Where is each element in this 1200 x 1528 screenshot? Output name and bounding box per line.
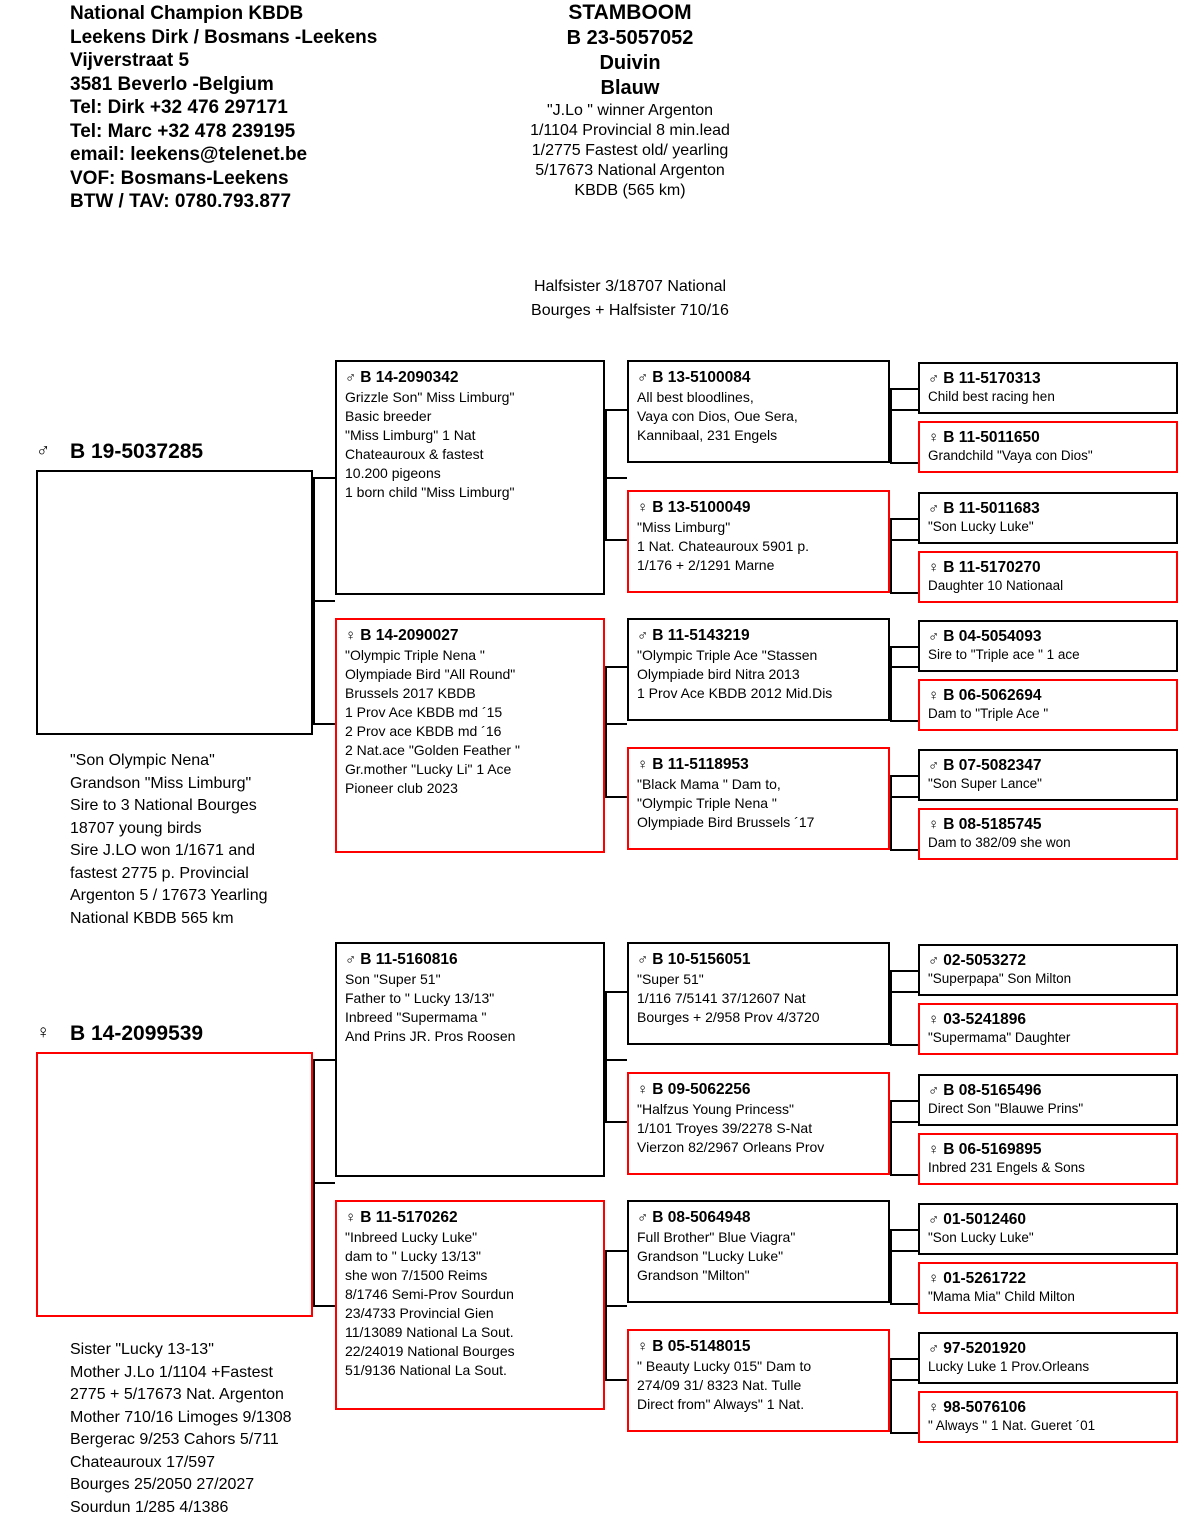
gen4-13-ring: 01-5261722 [943,1270,1026,1287]
gen3-6-idline [637,1209,880,1227]
gen2-1-line-0: "Olympic Triple Nena " [345,647,485,663]
gen2-2-idline [345,951,595,969]
connector [313,723,335,725]
gen2-3-line-7: 51/9136 National La Sout. [345,1362,507,1378]
dam-note-2: 2775 + 5/17673 Nat. Argenton [70,1386,284,1403]
gen4-7-line-0: Dam to 382/09 she won [928,835,1071,850]
connector [605,666,627,668]
gen4-5-idline [928,687,1168,705]
gen3-1-line-2: 1/176 + 2/1291 Marne [637,557,775,573]
connector [605,991,627,993]
connector [890,539,918,541]
female-symbol-icon: ♀ [345,1209,357,1226]
gen4-1-line-0: Grandchild "Vaya con Dios" [928,448,1093,463]
gen2-3-line-4: 23/4733 Provincial Gien [345,1305,494,1321]
male-symbol-icon: ♂ [637,951,649,968]
female-symbol-icon: ♀ [928,816,940,833]
male-symbol-icon: ♂ [928,628,940,645]
male-symbol-icon: ♂ [928,500,940,517]
dam-note-6: Bourges 25/2050 27/2027 [70,1476,255,1493]
gen4-2-line-0: "Son Lucky Luke" [928,519,1034,534]
gen4-4-line-0: Sire to "Triple ace " 1 ace [928,647,1080,662]
loft-line-2: Vijverstraat 5 [70,50,190,71]
gen4-6-ring: B 07-5082347 [943,757,1042,774]
gen3-3-line-2: Olympiade Bird Brussels ´17 [637,814,815,830]
gen2-0-line-0: Grizzle Son" Miss Limburg" [345,389,515,405]
gen4-3-ring: B 11-5170270 [943,559,1041,576]
male-symbol-icon: ♂ [345,951,357,968]
sire-note-4: Sire J.LO won 1/1671 and [70,842,256,859]
gen3-0-line-1: Vaya con Dios, Oue Sera, [637,408,798,424]
connector [890,849,918,851]
connector [313,477,335,479]
connector [890,1229,918,1231]
loft-line-7: VOF: Bosmans-Leekens [70,167,289,189]
female-symbol-icon: ♀ [637,1081,649,1098]
female-symbol-icon: ♀ [928,429,940,446]
gen4-6-line-0: "Son Super Lance" [928,776,1042,791]
gen4-14-idline [928,1340,1168,1358]
gen4-3-idline [928,559,1168,577]
gen4-2-ring: B 11-5011683 [943,500,1040,517]
connector [313,1305,335,1307]
gen3-2-line-1: Olympiade bird Nitra 2013 [637,666,800,682]
gen2-2-line-0: Son "Super 51" [345,971,441,987]
halfsister-line-1: Bourges + Halfsister 710/16 [531,302,729,319]
connector [890,991,918,993]
gen2-0-idline [345,369,595,387]
dam-note-4: Bergerac 9/253 Cahors 5/711 [70,1431,279,1448]
connector [605,477,627,479]
female-symbol-icon: ♀ [928,687,940,704]
connector [605,796,627,798]
dam-note-7: Sourdun 1/285 4/1386 [70,1498,229,1516]
connector [890,970,892,1046]
female-symbol-icon: ♀ [637,1338,649,1355]
connector [890,592,918,594]
gen4-9-line-0: "Supermama" Daughter [928,1030,1071,1045]
connector [890,1303,918,1305]
gen4-box-5 [918,679,1178,731]
connector [890,1100,918,1102]
connector [605,1305,627,1307]
gen4-box-0 [918,362,1178,414]
gen3-box-1 [627,490,890,593]
connector [890,1379,918,1381]
gen2-0-line-4: 10.200 pigeons [345,465,441,481]
gen4-12-ring: 01-5012460 [943,1211,1026,1228]
connector [890,388,892,464]
gen3-6-ring: B 08-5064948 [652,1209,751,1226]
subject-note-3: 5/17673 National Argenton [535,162,725,179]
sire-sex-symbol: ♂ [36,440,51,461]
connector [890,518,918,520]
connector [890,388,918,390]
gen4-1-ring: B 11-5011650 [943,429,1040,446]
gen3-0-line-0: All best bloodlines, [637,389,754,405]
gen4-15-ring: 98-5076106 [943,1399,1026,1416]
gen3-6-line-1: Grandson "Lucky Luke" [637,1248,784,1264]
female-symbol-icon: ♀ [928,1399,940,1416]
gen4-box-10 [918,1074,1178,1126]
female-symbol-icon: ♀ [928,559,940,576]
sire-photo-box [36,470,313,735]
sire-note-0: "Son Olympic Nena" [70,752,215,769]
gen3-box-4 [627,942,890,1045]
gen2-1-line-3: 1 Prov Ace KBDB md ´15 [345,704,503,720]
gen4-box-1 [918,421,1178,473]
gen2-0-line-3: Chateauroux & fastest [345,446,484,462]
gen2-1-line-2: Brussels 2017 KBDB [345,685,476,701]
gen4-box-12 [918,1203,1178,1255]
gen4-6-idline [928,757,1168,775]
gen3-4-idline [637,951,880,969]
loft-line-5: Tel: Marc +32 478 239195 [70,120,296,142]
gen3-1-ring: B 13-5100049 [652,499,751,516]
gen2-3-line-6: 22/24019 National Bourges [345,1343,515,1359]
connector [890,1121,918,1123]
sire-note-5: fastest 2775 p. Provincial [70,864,249,882]
gen2-box-3 [335,1200,605,1410]
gen4-15-idline [928,1399,1168,1417]
female-symbol-icon: ♀ [637,499,649,516]
gen3-2-ring: B 11-5143219 [652,627,750,644]
gen3-6-line-0: Full Brother" Blue Viagra" [637,1229,796,1245]
sire-note-1: Grandson "Miss Limburg" [70,774,252,792]
connector [605,1379,627,1381]
gen3-3-idline [637,756,880,774]
gen2-box-1 [335,618,605,853]
gen4-box-15 [918,1391,1178,1443]
sire-ring: B 19-5037285 [70,440,204,463]
gen3-box-3 [627,747,890,850]
gen2-1-line-1: Olympiade Bird "All Round" [345,666,516,682]
gen4-box-6 [918,749,1178,801]
gen3-5-ring: B 09-5062256 [652,1081,751,1098]
connector [605,991,607,1123]
connector [605,1250,627,1252]
gen3-4-ring: B 10-5156051 [652,951,751,968]
gen3-1-line-0: "Miss Limburg" [637,519,731,535]
gen4-4-idline [928,628,1168,646]
gen4-9-ring: 03-5241896 [943,1011,1026,1028]
male-symbol-icon: ♂ [345,369,357,386]
dam-note-3: Mother 710/16 Limoges 9/1308 [70,1408,292,1426]
gen3-6-line-2: Grandson "Milton" [637,1267,750,1283]
loft-line-0: National Champion KBDB [70,3,304,24]
gen3-7-idline [637,1338,880,1356]
dam-note-0: Sister "Lucky 13-13" [70,1341,214,1358]
loft-line-8: BTW / TAV: 0780.793.877 [70,191,292,212]
connector [313,1182,335,1184]
male-symbol-icon: ♂ [637,369,649,386]
gen4-0-line-0: Child best racing hen [928,389,1055,404]
gen4-3-line-0: Daughter 10 Nationaal [928,578,1064,593]
gen4-11-ring: B 06-5169895 [943,1141,1042,1158]
gen2-2-line-1: Father to " Lucky 13/13" [345,990,495,1006]
loft-line-4: Tel: Dirk +32 476 297171 [70,97,288,118]
loft-line-1: Leekens Dirk / Bosmans -Leekens [70,26,378,48]
gen4-4-ring: B 04-5054093 [943,628,1042,645]
sire-notes [70,750,268,930]
gen4-11-line-0: Inbred 231 Engels & Sons [928,1160,1085,1175]
connector [890,1044,918,1046]
gen3-5-line-1: 1/101 Troyes 39/2278 S-Nat [637,1120,813,1136]
gen4-15-line-0: " Always " 1 Nat. Gueret ´01 [928,1418,1096,1433]
connector [605,409,607,541]
connector [605,409,627,411]
connector [313,477,315,725]
gen2-0-ring: B 14-2090342 [360,369,459,386]
gen2-0-line-1: Basic breeder [345,408,432,424]
gen2-box-2 [335,942,605,1177]
gen2-0-line-2: "Miss Limburg" 1 Nat [345,427,476,443]
gen3-0-ring: B 13-5100084 [652,369,751,386]
gen3-2-idline [637,627,880,645]
female-symbol-icon: ♀ [928,1270,940,1287]
gen4-10-line-0: Direct Son "Blauwe Prins" [928,1101,1084,1116]
gen3-4-line-0: "Super 51" [637,971,704,987]
gen3-5-line-2: Vierzon 82/2967 Orleans Prov [637,1139,825,1155]
gen2-3-line-0: "Inbreed Lucky Luke" [345,1229,478,1245]
connector [890,775,892,851]
subject-note-1: 1/1104 Provincial 8 min.lead [530,122,730,139]
connector [890,1174,918,1176]
connector [890,970,918,972]
gen3-7-ring: B 05-5148015 [652,1338,751,1355]
male-symbol-icon: ♂ [928,1082,940,1099]
dam-note-1: Mother J.Lo 1/1104 +Fastest [70,1363,273,1381]
connector [313,1059,335,1061]
gen2-3-idline [345,1209,595,1227]
gen3-box-0 [627,360,890,463]
gen4-box-14 [918,1332,1178,1384]
gen3-2-line-0: "Olympic Triple Ace "Stassen [637,647,818,663]
dam-photo-box [36,1052,313,1317]
female-symbol-icon: ♀ [928,1141,940,1158]
gen4-box-2 [918,492,1178,544]
gen3-box-7 [627,1329,890,1432]
loft-line-6: email: leekens@telenet.be [70,144,308,165]
halfsister-line-0: Halfsister 3/18707 National [533,278,727,295]
connector [605,666,607,798]
gen2-2-line-3: And Prins JR. Pros Roosen [345,1028,516,1044]
gen4-box-8 [918,944,1178,996]
gen3-4-line-1: 1/116 7/5141 37/12607 Nat [637,990,806,1006]
gen4-0-idline [928,370,1168,388]
gen2-3-line-1: dam to " Lucky 13/13" [345,1248,482,1264]
gen3-3-line-1: "Olympic Triple Nena " [637,795,777,811]
sire-note-7: National KBDB 565 km [70,909,234,927]
connector [605,1121,627,1123]
gen2-3-line-2: she won 7/1500 Reims [345,1267,488,1283]
sire-note-6: Argenton 5 / 17673 Yearling [70,887,268,904]
sire-note-3: 18707 young birds [70,819,202,837]
gen4-10-ring: B 08-5165496 [943,1082,1042,1099]
connector [890,775,918,777]
connector [605,1059,627,1061]
connector [313,1059,315,1307]
gen4-8-idline [928,952,1168,970]
connector [313,600,335,602]
gen4-box-3 [918,551,1178,603]
male-symbol-icon: ♂ [637,627,649,644]
gen4-14-ring: 97-5201920 [943,1340,1026,1357]
connector [890,646,892,722]
gen3-0-idline [637,369,880,387]
subject-color: Blauw [600,77,660,99]
connector [890,1229,892,1305]
gen4-12-line-0: "Son Lucky Luke" [928,1230,1034,1245]
gen4-box-13 [918,1262,1178,1314]
connector [890,1250,918,1252]
connector [890,796,918,798]
gen4-8-line-0: "Superpapa" Son Milton [928,971,1072,986]
gen4-box-4 [918,620,1178,672]
male-symbol-icon: ♂ [928,1211,940,1228]
gen3-0-line-2: Kannibaal, 231 Engels [637,427,778,443]
gen3-5-line-0: "Halfzus Young Princess" [637,1101,795,1117]
female-symbol-icon: ♀ [637,756,649,773]
gen4-box-9 [918,1003,1178,1055]
gen3-1-line-1: 1 Nat. Chateauroux 5901 p. [637,538,810,554]
halfsister-note [430,275,830,323]
gen3-1-idline [637,499,880,517]
pedigree-title: STAMBOOM [568,1,692,24]
gen3-4-line-2: Bourges + 2/958 Prov 4/3720 [637,1009,820,1025]
gen4-7-ring: B 08-5185745 [943,816,1042,833]
male-symbol-icon: ♂ [928,370,940,387]
gen4-14-line-0: Lucky Luke 1 Prov.Orleans [928,1359,1090,1374]
gen3-box-2 [627,618,890,721]
gen4-8-ring: 02-5053272 [943,952,1026,969]
gen2-1-line-4: 2 Prov ace KBDB md ´16 [345,723,502,739]
gen4-box-11 [918,1133,1178,1185]
subject-ring: B 23-5057052 [566,27,694,49]
male-symbol-icon: ♂ [928,1340,940,1357]
gen4-13-idline [928,1270,1168,1288]
connector [890,720,918,722]
connector [890,518,892,594]
male-symbol-icon: ♂ [928,757,940,774]
connector [605,723,627,725]
gen3-7-line-1: 274/09 31/ 8323 Nat. Tulle [637,1377,802,1393]
connector [890,1358,892,1434]
gen2-1-line-7: Pioneer club 2023 [345,780,458,796]
connector [890,646,918,648]
subject-sex: Duivin [599,52,661,74]
gen2-1-line-5: 2 Nat.ace "Golden Feather " [345,742,520,758]
gen4-7-idline [928,816,1168,834]
male-symbol-icon: ♂ [928,952,940,969]
gen4-2-idline [928,500,1168,518]
gen3-7-line-2: Direct from" Always" 1 Nat. [637,1396,805,1412]
gen4-0-ring: B 11-5170313 [943,370,1041,387]
gen4-11-idline [928,1141,1168,1159]
gen2-3-line-5: 11/13089 National La Sout. [345,1324,514,1340]
gen3-3-line-0: "Black Mama " Dam to, [637,776,781,792]
subject-note-0: "J.Lo " winner Argenton [546,102,714,119]
gen2-3-line-3: 8/1746 Semi-Prov Sourdun [345,1286,514,1302]
gen3-box-5 [627,1072,890,1175]
gen3-box-6 [627,1200,890,1303]
dam-note-5: Chateauroux 17/597 [70,1453,215,1471]
gen3-7-line-0: " Beauty Lucky 015" Dam to [637,1358,812,1374]
subject-note-4: KBDB (565 km) [574,182,686,199]
dam-sex-symbol: ♀ [36,1022,51,1043]
gen3-2-line-2: 1 Prov Ace KBDB 2012 Mid.Dis [637,685,833,701]
gen2-1-line-6: Gr.mother "Lucky Li" 1 Ace [345,761,512,777]
female-symbol-icon: ♀ [345,627,357,644]
gen4-10-idline [928,1082,1168,1100]
loft-line-3: 3581 Beverlo -Belgium [70,73,274,95]
gen4-5-ring: B 06-5062694 [943,687,1042,704]
connector [890,1358,918,1360]
dam-notes [70,1339,291,1519]
pedigree-header [480,0,780,201]
connector [605,539,627,541]
gen2-box-0 [335,360,605,595]
gen2-2-ring: B 11-5160816 [360,951,458,968]
gen4-1-idline [928,429,1168,447]
connector [890,462,918,464]
gen2-1-ring: B 14-2090027 [360,627,459,644]
connector [890,409,918,411]
connector [890,1432,918,1434]
gen4-9-idline [928,1011,1168,1029]
dam-ring: B 14-2099539 [70,1022,204,1045]
female-symbol-icon: ♀ [928,1011,940,1028]
gen2-0-line-5: 1 born child "Miss Limburg" [345,484,515,500]
male-symbol-icon: ♂ [637,1209,649,1226]
gen4-box-7 [918,808,1178,860]
gen4-13-line-0: "Mama Mia" Child Milton [928,1289,1075,1304]
gen4-12-idline [928,1211,1168,1229]
gen4-5-line-0: Dam to "Triple Ace " [928,706,1049,721]
subject-note-2: 1/2775 Fastest old/ yearling [531,142,729,159]
connector [890,1100,892,1176]
connector [605,1250,607,1380]
sire-note-2: Sire to 3 National Bourges [70,797,257,814]
connector [890,666,918,668]
gen2-2-line-2: Inbreed "Supermama " [345,1009,487,1025]
gen2-1-idline [345,627,595,645]
gen3-5-idline [637,1081,880,1099]
gen3-3-ring: B 11-5118953 [652,756,749,773]
gen2-3-ring: B 11-5170262 [360,1209,458,1226]
loft-header [70,2,510,214]
